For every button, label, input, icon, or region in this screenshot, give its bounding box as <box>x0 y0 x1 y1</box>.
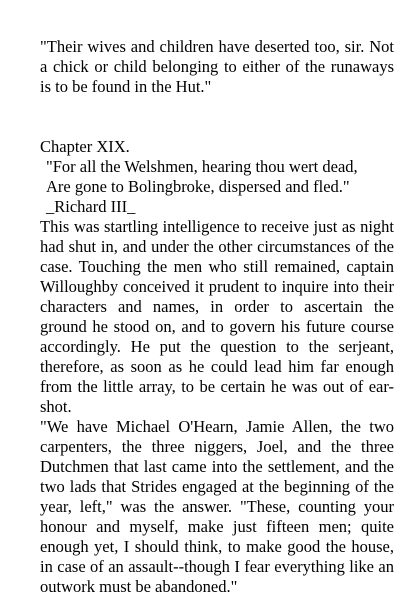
opening-paragraph: "Their wives and children have deserted too, sir. Not a chick or child belonging to either of the runaways is to be found in the Hut." <box>40 37 394 96</box>
body-paragraph-2: "We have Michael O'Hearn, Jamie Allen, the two carpenters, the three niggers, Joel, and the three Dutchmen that last came into the settlement, and the two lads that Strides engaged at the beginning of the year, left," was the answer. "These, counting your honour and myself, make just fifteen men; quite enough yet, I should think, to make good the house, in case of an assault--though I fear everything like an outwork must be abandoned." <box>40 417 394 596</box>
chapter-title: Chapter XIX. <box>40 137 130 156</box>
body-paragraph-1: This was startling intelligence to receive just as night had shut in, and under the other circumstances of the case. Touching the men who still remained, captain Willoughby conceived it prudent to inquire into their characters and names, in order to ascertain the ground he stood on, and to govern his future course accordingly. He put the question to the serjeant, therefore, as soon as he could lead him far enough from the little array, to be certain he was out of ear-shot. <box>40 217 394 416</box>
epigraph <box>40 157 394 197</box>
epigraph-attribution: _Richard III_ <box>46 197 136 216</box>
epigraph-part-2: Are gone to Bolingbroke, dispersed and fled." <box>46 177 350 196</box>
book-page <box>40 37 394 597</box>
epigraph-part-1: "For all the Welshmen, hearing thou wert dead, <box>46 157 358 176</box>
chapter-heading <box>40 137 394 217</box>
